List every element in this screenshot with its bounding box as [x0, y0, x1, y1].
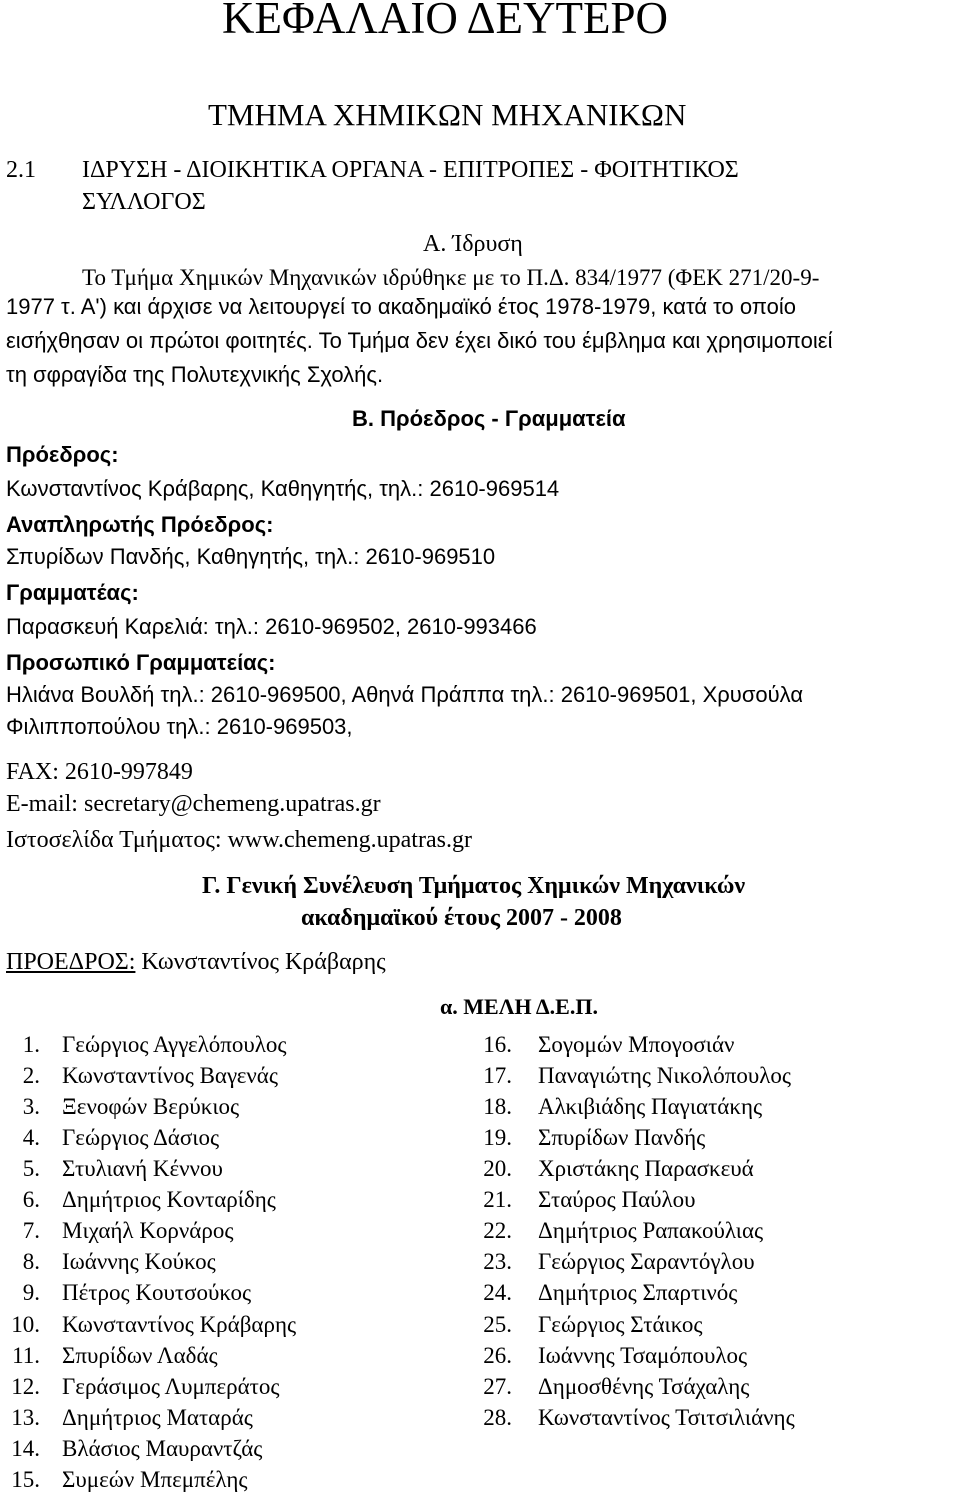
assembly-heading-line1: Γ. Γενική Συνέλευση Τμήματος Χημικών Μηχανικών — [202, 873, 746, 899]
member-name: Γεώργιος Σαραντόγλου — [538, 1249, 755, 1274]
member-number: 15. — [11, 1467, 40, 1492]
president-label: ΠΡΟΕΔΡΟΣ: — [6, 949, 136, 975]
chapter-title: ΚΕΦΑΛΑΙΟ ΔΕΥΤΕΡΟ — [222, 0, 669, 43]
member-number: 21. — [483, 1187, 512, 1212]
section-number: 2.1 — [6, 157, 36, 183]
member-number: 9. — [22, 1280, 40, 1305]
fax-line: FAX: 2610-997849 — [6, 759, 193, 785]
member-name: Σταύρος Παύλου — [538, 1187, 696, 1212]
member-name: Μιχαήλ Κορνάρος — [62, 1218, 234, 1243]
member-name: Συμεών Μπεμπέλης — [62, 1467, 248, 1492]
website-line: Ιστοσελίδα Τμήματος: www.chemeng.upatras.gr — [6, 827, 472, 853]
member-number: 18. — [483, 1094, 512, 1119]
founding-line-4: τη σφραγίδα της Πολυτεχνικής Σχολής. — [6, 362, 384, 387]
member-name: Κωνσταντίνος Κράβαρης — [62, 1312, 297, 1337]
section-title-line1: ΙΔΡΥΣΗ - ΔΙΟΙΚΗΤΙΚΑ ΟΡΓΑΝΑ - ΕΠΙΤΡΟΠΕΣ - ΦΟΙΤΗΤΙΚΟΣ — [82, 157, 739, 183]
founding-line-2: 1977 τ. Α') και άρχισε να λειτουργεί το ακαδημαϊκό έτος 1978-1979, κατά το οποίο — [6, 294, 797, 319]
member-number: 5. — [22, 1156, 40, 1181]
staff-line-2: Φιλιπποπούλου τηλ.: 2610-969503, — [6, 714, 353, 739]
founding-heading: Α. Ίδρυση — [423, 231, 523, 257]
chair-label: Πρόεδρος: — [6, 442, 119, 467]
founding-line-1: Το Τμήμα Χημικών Μηχανικών ιδρύθηκε με το Π.Δ. 834/1977 (ΦΕΚ 271/20-9- — [82, 265, 820, 290]
email-line: E-mail: secretary@chemeng.upatras.gr — [6, 791, 381, 817]
member-number: 8. — [22, 1249, 40, 1274]
member-name: Δημήτριος Σπαρτινός — [538, 1280, 738, 1305]
secretary-value: Παρασκευή Καρελιά: τηλ.: 2610-969502, 2610-993466 — [6, 614, 537, 639]
member-number: 16. — [483, 1032, 512, 1057]
staff-label: Προσωπικό Γραμματείας: — [6, 650, 276, 675]
member-number: 6. — [22, 1187, 40, 1212]
member-name: Κωνσταντίνος Τσιτσιλιάνης — [538, 1405, 795, 1430]
member-number: 10. — [11, 1312, 40, 1337]
deputy-label: Αναπληρωτής Πρόεδρος: — [6, 512, 274, 537]
member-name: Ξενοφών Βερύκιος — [62, 1094, 240, 1119]
member-name: Δημοσθένης Τσάχαλης — [538, 1374, 750, 1399]
member-number: 25. — [483, 1312, 512, 1337]
member-number: 3. — [22, 1094, 40, 1119]
member-number: 4. — [22, 1125, 40, 1150]
member-name: Γεώργιος Στάικος — [538, 1312, 703, 1337]
department-title: ΤΜΗΜΑ ΧΗΜΙΚΩΝ ΜΗΧΑΝΙΚΩΝ — [208, 97, 687, 132]
member-number: 14. — [11, 1436, 40, 1461]
assembly-heading-line2: ακαδημαϊκού έτους 2007 - 2008 — [301, 905, 622, 931]
founding-line-3: εισήχθησαν οι πρώτοι φοιτητές. Το Τμήμα δεν έχει δικό του έμβλημα και χρησιμοποιεί — [6, 328, 833, 353]
president-name: Κωνσταντίνος Κράβαρης — [135, 949, 386, 975]
member-name: Δημήτριος Ματαράς — [62, 1405, 253, 1430]
member-name: Βλάσιος Μαυραντζάς — [62, 1436, 263, 1461]
member-name: Σογομών Μπογοσιάν — [538, 1032, 735, 1057]
member-name: Ιωάννης Κούκος — [62, 1249, 216, 1274]
member-name: Δημήτριος Ραπακούλιας — [538, 1218, 764, 1243]
member-name: Πέτρος Κουτσούκος — [62, 1280, 252, 1305]
member-number: 28. — [483, 1405, 512, 1430]
member-name: Χριστάκης Παρασκευά — [538, 1156, 754, 1181]
member-number: 1. — [22, 1032, 40, 1057]
secretary-label: Γραμματέας: — [6, 580, 139, 605]
member-number: 11. — [12, 1343, 40, 1368]
member-number: 7. — [22, 1218, 40, 1243]
member-number: 2. — [22, 1063, 40, 1088]
section-title-line2: ΣΥΛΛΟΓΟΣ — [82, 189, 206, 215]
member-name: Στυλιανή Κέννου — [62, 1156, 223, 1181]
member-name: Σπυρίδων Λαδάς — [62, 1343, 218, 1368]
member-number: 23. — [483, 1249, 512, 1274]
member-number: 26. — [483, 1343, 512, 1368]
member-number: 19. — [483, 1125, 512, 1150]
member-number: 27. — [483, 1374, 512, 1399]
member-number: 24. — [483, 1280, 512, 1305]
administration-heading: Β. Πρόεδρος - Γραμματεία — [352, 406, 626, 431]
member-name: Κωνσταντίνος Βαγενάς — [62, 1063, 278, 1088]
members-heading: α. ΜΕΛΗ Δ.Ε.Π. — [440, 994, 598, 1019]
member-number: 13. — [11, 1405, 40, 1430]
staff-line-1: Ηλιάνα Βουλδή τηλ.: 2610-969500, Αθηνά Πράππα τηλ.: 2610-969501, Χρυσούλα — [6, 682, 804, 707]
member-name: Ιωάννης Τσαμόπουλος — [538, 1343, 748, 1368]
member-name: Παναγιώτης Νικολόπουλος — [538, 1063, 792, 1088]
member-name: Γεώργιος Δάσιος — [62, 1125, 220, 1150]
member-name: Αλκιβιάδης Παγιατάκης — [538, 1094, 763, 1119]
member-name: Γεώργιος Αγγελόπουλος — [62, 1032, 287, 1057]
member-name: Γεράσιμος Λυμπεράτος — [62, 1374, 280, 1399]
member-name: Σπυρίδων Πανδής — [538, 1125, 706, 1150]
member-number: 12. — [11, 1374, 40, 1399]
member-number: 17. — [483, 1063, 512, 1088]
president-line — [6, 950, 386, 974]
deputy-value: Σπυρίδων Πανδής, Καθηγητής, τηλ.: 2610-969510 — [6, 544, 496, 569]
member-number: 20. — [483, 1156, 512, 1181]
chair-value: Κωνσταντίνος Κράβαρης, Καθηγητής, τηλ.: 2610-969514 — [6, 476, 560, 501]
member-number: 22. — [483, 1218, 512, 1243]
member-name: Δημήτριος Κονταρίδης — [62, 1187, 276, 1212]
